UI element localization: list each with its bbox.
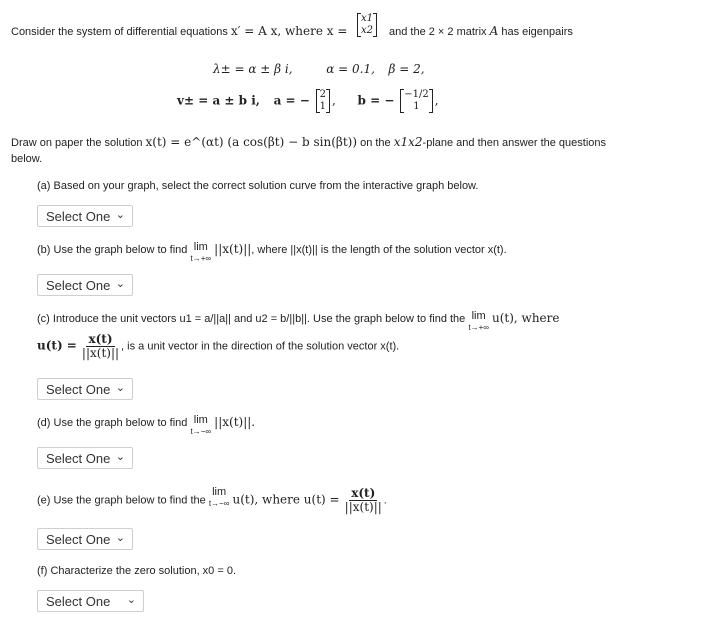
intro-equation: x′ = A x, where x = bbox=[230, 24, 348, 38]
x-vector bbox=[355, 13, 379, 37]
select-d-label: Select One bbox=[46, 451, 111, 466]
question-e-sub: t→−∞ bbox=[208, 499, 230, 508]
chevron-down-icon: ⌄ bbox=[115, 382, 125, 394]
question-b-post: , where ||x(t)|| is the length of the solution vector x(t). bbox=[251, 244, 507, 256]
question-c-line2 bbox=[37, 333, 399, 360]
question-c-pre: (c) Introduce the unit vectors u1 = a/||a|| and u2 = b/||b||. Use the graph below to find the bbox=[37, 313, 466, 325]
select-b-label: Select One bbox=[46, 278, 111, 293]
intro-line bbox=[11, 24, 347, 38]
select-f[interactable] bbox=[37, 590, 144, 612]
chevron-down-icon: ⌄ bbox=[126, 594, 136, 606]
draw-text-2: on the bbox=[360, 137, 391, 149]
a-label: a = − bbox=[273, 93, 310, 108]
b-comp-2: 1 bbox=[413, 101, 420, 112]
select-c[interactable] bbox=[37, 378, 133, 400]
x-vector-x1: x1 bbox=[361, 13, 374, 24]
intro-text-3: has eigenpairs bbox=[501, 26, 573, 38]
plane-name: x1x2 bbox=[393, 135, 423, 149]
select-e-label: Select One bbox=[46, 532, 111, 547]
lambda-eq: λ± = α ± β i, bbox=[213, 62, 293, 76]
eigenvalue-line bbox=[213, 62, 425, 76]
x-vector-x2: x2 bbox=[361, 25, 374, 36]
intro-line-rest bbox=[389, 24, 573, 38]
question-e bbox=[37, 487, 387, 514]
question-e-expr: u(t), where u(t) = bbox=[232, 492, 340, 507]
question-c-num: x(t) bbox=[88, 332, 113, 346]
select-f-label: Select One bbox=[46, 594, 111, 609]
question-c-sub: t→+∞ bbox=[468, 323, 489, 332]
select-e[interactable] bbox=[37, 528, 133, 550]
a-comp-2: 1 bbox=[319, 101, 327, 112]
question-b-sub: t→+∞ bbox=[190, 254, 212, 263]
intro-text-1: Consider the system of differential equations bbox=[11, 26, 228, 38]
draw-text-3: -plane and then answer the questions bbox=[422, 137, 607, 149]
v-eq: v± = a ± b i, bbox=[177, 93, 260, 108]
select-c-label: Select One bbox=[46, 382, 111, 397]
question-e-pre: (e) Use the graph below to find the bbox=[37, 494, 206, 507]
question-c bbox=[37, 311, 560, 333]
b-label: b = − bbox=[357, 93, 395, 108]
a-comp-1: 2 bbox=[319, 89, 327, 100]
select-b[interactable] bbox=[37, 274, 133, 296]
eigenvector-line: v± = a ± b i, a = − 2 1 , b = − −1/2 1 , bbox=[177, 89, 439, 112]
question-d-sub: t→−∞ bbox=[190, 427, 212, 436]
question-c-den: ||x(t)|| bbox=[81, 346, 120, 360]
b-comp-1: −1/2 bbox=[404, 89, 429, 100]
question-c-post: , is a unit vector in the direction of the solution vector x(t). bbox=[121, 340, 400, 353]
question-a: (a) Based on your graph, select the correct solution curve from the interactive graph below. bbox=[37, 180, 479, 192]
question-f: (f) Characterize the zero solution, x0 = 0. bbox=[37, 565, 237, 577]
solution-equation: x(t) = e^(αt) (a cos(βt) − b sin(βt)) bbox=[145, 135, 358, 149]
question-d-pre: (d) Use the graph below to find bbox=[37, 417, 188, 429]
question-b-expr: ||x(t)|| bbox=[214, 242, 252, 256]
intro-text-2: and the 2 × 2 matrix bbox=[389, 26, 487, 38]
question-b-pre: (b) Use the graph below to find bbox=[37, 244, 188, 256]
question-d-expr: ||x(t)||. bbox=[214, 415, 256, 429]
question-e-den: ||x(t)|| bbox=[344, 500, 382, 514]
alpha-eq: α = 0.1, bbox=[326, 62, 375, 76]
question-c-lim: lim bbox=[471, 310, 486, 322]
beta-eq: β = 2, bbox=[388, 62, 425, 76]
chevron-down-icon: ⌄ bbox=[115, 209, 125, 221]
question-c-u: u(t) = bbox=[37, 338, 77, 353]
draw-instruction bbox=[11, 135, 606, 149]
select-a-label: Select One bbox=[46, 209, 111, 224]
select-d[interactable] bbox=[37, 447, 133, 469]
question-e-lim: lim bbox=[212, 486, 227, 498]
chevron-down-icon: ⌄ bbox=[115, 278, 125, 290]
draw-text-4: below. bbox=[11, 153, 43, 165]
chevron-down-icon: ⌄ bbox=[115, 532, 125, 544]
draw-text-1: Draw on paper the solution bbox=[11, 137, 143, 149]
matrix-A: A bbox=[489, 24, 499, 38]
question-d bbox=[37, 415, 255, 437]
question-e-post: . bbox=[383, 494, 387, 507]
question-b bbox=[37, 242, 507, 264]
question-e-num: x(t) bbox=[351, 486, 376, 500]
question-b-lim: lim bbox=[193, 241, 208, 253]
select-a[interactable] bbox=[37, 205, 133, 227]
question-c-expr: u(t), where bbox=[492, 311, 560, 325]
chevron-down-icon: ⌄ bbox=[115, 451, 125, 463]
question-d-lim: lim bbox=[193, 414, 208, 426]
